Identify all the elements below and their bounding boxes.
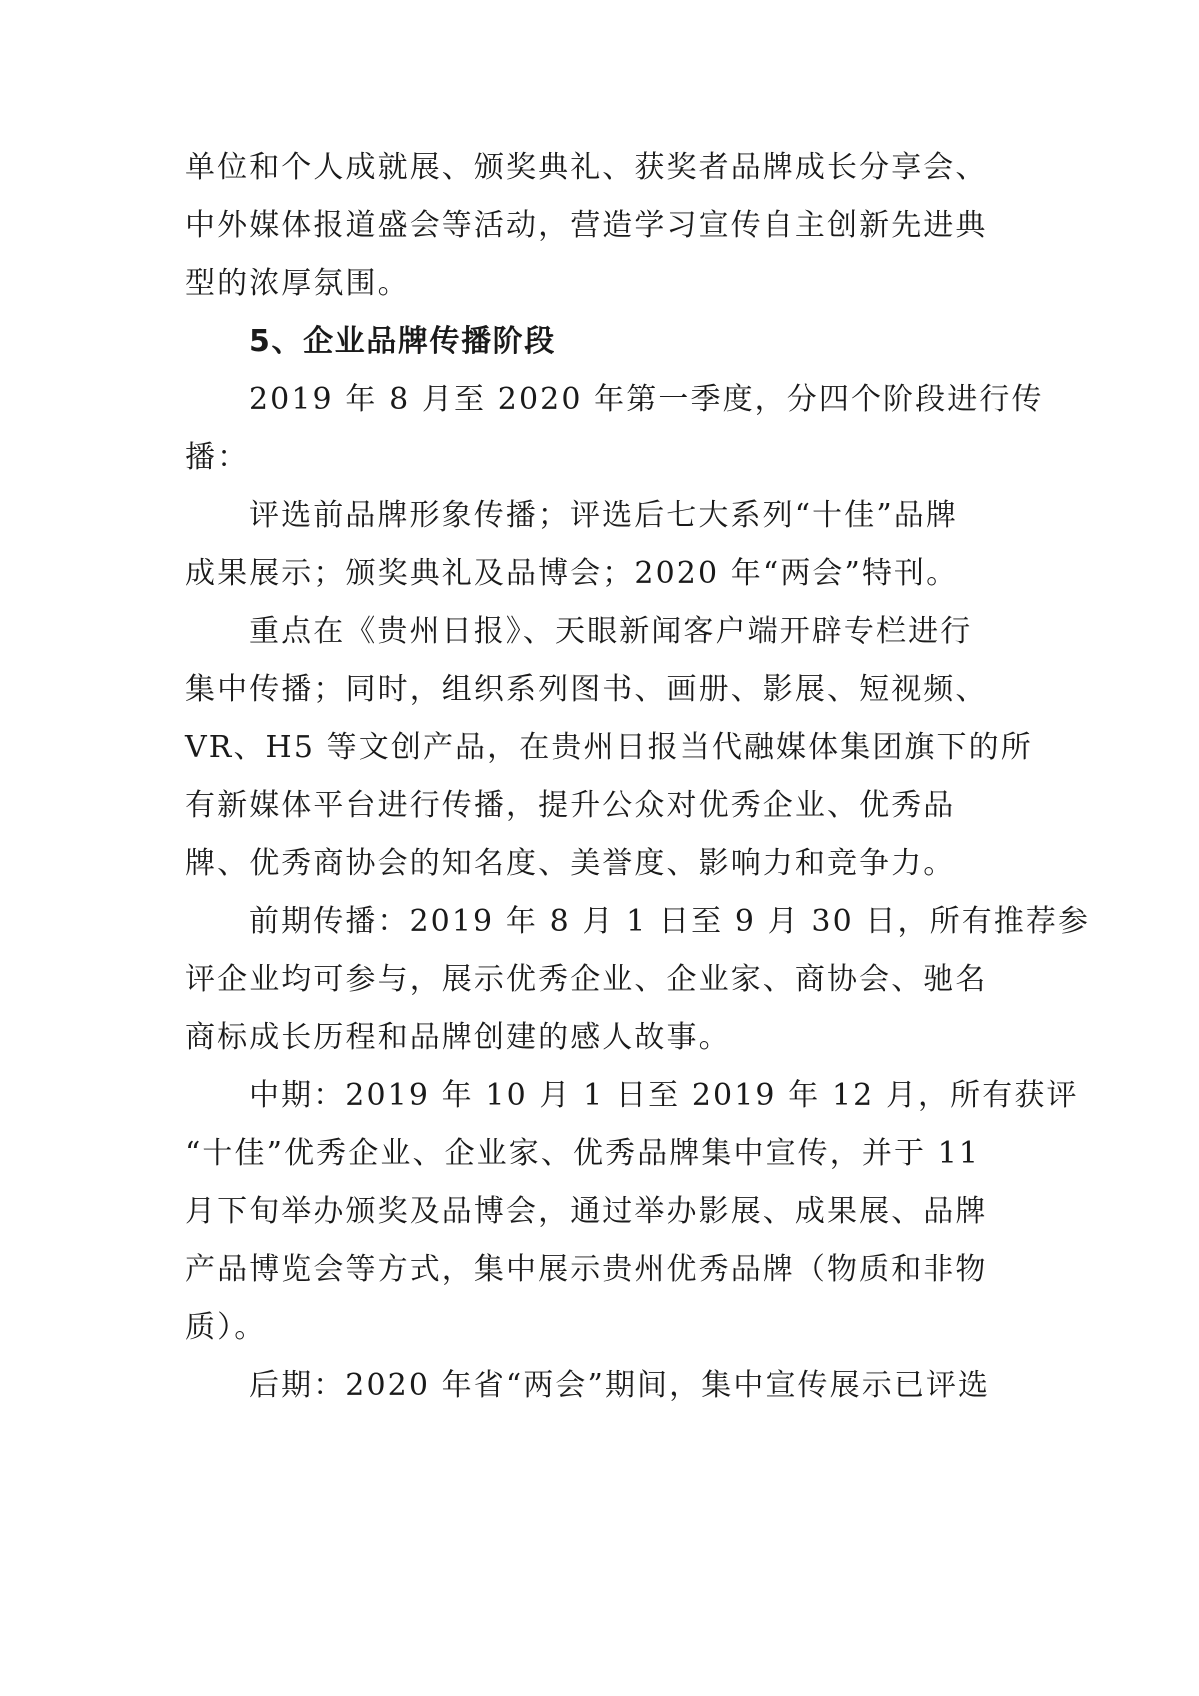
body-text-line: 产品博览会等方式，集中展示贵州优秀品牌（物质和非物: [185, 1252, 988, 1287]
section-heading: 5、企业品牌传播阶段: [249, 324, 556, 359]
body-text-line: 成果展示；颁奖典礼及品博会；2020 年“两会”特刊。: [185, 556, 959, 591]
body-text-line: “十佳”优秀企业、企业家、优秀品牌集中宣传，并于 11: [185, 1136, 981, 1171]
paragraph-first-line: 评选前品牌形象传播；评选后七大系列“十佳”品牌: [249, 498, 958, 533]
body-text-line: 有新媒体平台进行传播，提升公众对优秀企业、优秀品: [185, 788, 956, 823]
body-text-line: 月下旬举办颁奖及品博会，通过举办影展、成果展、品牌: [185, 1194, 988, 1229]
paragraph-first-line: 中期：2019 年 10 月 1 日至 2019 年 12 月，所有获评: [249, 1078, 1079, 1113]
body-text-line: 型的浓厚氛围。: [185, 266, 410, 301]
paragraph-first-line: 前期传播：2019 年 8 月 1 日至 9 月 30 日，所有推荐参: [249, 904, 1091, 939]
paragraph-first-line: 2019 年 8 月至 2020 年第一季度，分四个阶段进行传: [249, 382, 1044, 417]
body-text-line: 单位和个人成就展、颁奖典礼、获奖者品牌成长分享会、: [185, 150, 988, 185]
body-text-line: 播：: [185, 440, 250, 475]
body-text-line: 集中传播；同时，组织系列图书、画册、影展、短视频、: [185, 672, 988, 707]
paragraph-first-line: 后期：2020 年省“两会”期间，集中宣传展示已评选: [249, 1368, 991, 1403]
body-text-line: 评企业均可参与，展示优秀企业、企业家、商协会、驰名: [185, 962, 988, 997]
body-text-line: VR、H5 等文创产品，在贵州日报当代融媒体集团旗下的所: [185, 730, 1033, 765]
body-text-line: 中外媒体报道盛会等活动，营造学习宣传自主创新先进典: [185, 208, 988, 243]
body-text-line: 质）。: [185, 1310, 267, 1345]
body-text-line: 商标成长历程和品牌创建的感人故事。: [185, 1020, 731, 1055]
paragraph-first-line: 重点在《贵州日报》、天眼新闻客户端开辟专栏进行: [249, 614, 973, 649]
body-text-line: 牌、优秀商协会的知名度、美誉度、影响力和竞争力。: [185, 846, 956, 881]
